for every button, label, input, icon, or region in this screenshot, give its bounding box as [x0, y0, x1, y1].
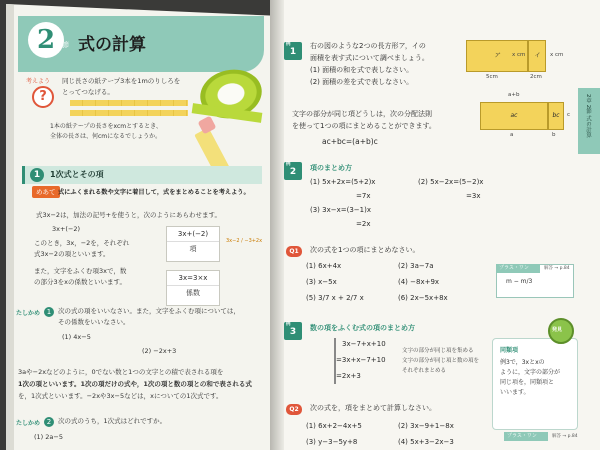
example-badge: 例 2	[284, 162, 302, 180]
plus-one-heading: プラス・ワン	[504, 432, 548, 441]
dimension-label: x cm	[512, 52, 526, 58]
example-line: =2x	[356, 220, 371, 228]
dimension-label: b	[552, 132, 556, 138]
example-line: (1) 5x+2x=(5+2)x	[310, 178, 376, 186]
question-text: 次の式を1つの項にまとめなさい。	[310, 246, 420, 254]
rectangle-ac: ac	[480, 102, 548, 130]
check-number: 1	[44, 307, 54, 317]
question-text: 次の式を，項をまとめて計算しなさい。	[310, 404, 436, 412]
check-item: (1) 4x−5	[62, 333, 91, 341]
dimension-label: 2cm	[530, 74, 542, 80]
example-badge: 例 1	[284, 42, 302, 60]
question-item: (3) x−5x	[306, 278, 337, 286]
check-item: (2) −2x+3	[142, 347, 177, 355]
dimension-label: 5cm	[486, 74, 498, 80]
dimension-label: a	[510, 132, 514, 138]
example-line: =7x	[356, 192, 371, 200]
example-line: 3x−7+x+10	[342, 340, 386, 348]
plus-one-heading: プラス・ワン	[496, 264, 540, 273]
question-item: (1) 6x+4x	[306, 262, 342, 270]
subsection-title: 1次式とその項	[50, 170, 104, 179]
formula: 3x+(−2)	[52, 225, 81, 233]
section-number: 2	[28, 22, 64, 58]
dimension-label: a+b	[508, 92, 520, 98]
check-text: 次の式のうち，1次式はどれですか。	[58, 417, 167, 425]
example-title: 数の項をふくむ式の項のまとめ方	[310, 324, 415, 332]
check-item: (1) 2a−5	[34, 433, 63, 441]
rectangle-a: ア	[466, 40, 528, 72]
tape-question: 1本の紙テープの長さをxcmとするとき、 全体の長さは、何cmになるでしょうか。	[50, 123, 162, 140]
example-text: 右の図のような2つの長方形ア，イの 面積を表す式について調べましょう。 (1) 面積の和を式で表しなさい。 (2) 面積の差を式で表しなさい。	[310, 42, 429, 86]
paper-tape-strip	[70, 100, 188, 106]
example-line: =3x	[466, 192, 481, 200]
example-line: =3x+x−7+10	[336, 356, 386, 364]
answer-reference: 解答 → p.84	[544, 266, 570, 271]
note-title: 同類項	[500, 347, 519, 354]
example-title: 項のまとめ方	[310, 164, 352, 172]
check-number: 2	[44, 417, 54, 427]
question-icon: ?	[32, 86, 54, 108]
coefficient-box: 3x=3×x 係数	[166, 270, 220, 306]
dimension-label: x cm	[550, 52, 564, 58]
example-annotation: 文字の部分が同じ項を集める 文字の部分が同じ項と数の項を それぞれまとめる	[402, 348, 480, 374]
question-item: (2) 3x−9+1−8x	[398, 422, 454, 430]
question-item: (5) 3/7 x + 2/7 x	[306, 294, 364, 302]
side-note: 3x−2 / −3+2x	[226, 238, 263, 244]
paragraph: このとき，3x，−2を，それぞれ 式3x−2の項といいます。	[34, 239, 130, 258]
distributive-text: 文字の部分が同じ項どうしは，次の分配法則 を使って1つの項にまとめることができます。	[292, 110, 436, 130]
term-box: 3x+(−2) 項	[166, 226, 220, 262]
answer-reference: 解答 → p.84	[552, 434, 578, 439]
example-line: (2) 5x−2x=(5−2)x	[418, 178, 484, 186]
intro-text: 同じ長さの紙テープ3本を1mのりしろを とってつなげる。	[62, 77, 181, 96]
plus-one-expression: m − m/3	[506, 278, 533, 285]
paragraph: 式3x−2は，加法の記号+を使うと，次のようにあらわせます。	[36, 211, 221, 219]
question-item: (4) 5x+3−2x−3	[398, 438, 454, 446]
dimension-label: c	[567, 112, 571, 118]
page-edge	[6, 4, 14, 450]
mascot-label: 発見	[552, 327, 563, 333]
section-sub-label: 節	[62, 41, 69, 49]
question-badge: Q1	[286, 246, 302, 257]
question-badge: Q2	[286, 404, 302, 415]
paper-tape-strip	[70, 110, 188, 116]
question-item: (3) y−3−5y+8	[306, 438, 358, 446]
example-line: (3) 3x−x=(3−1)x	[310, 206, 371, 214]
paragraph: また，文字をふくむ項3xで，数 の部分3をxの係数といいます。	[34, 267, 127, 286]
example-badge: 例 3	[284, 322, 302, 340]
check-tag: たしかめ	[16, 420, 41, 427]
section-title: 式の計算	[78, 35, 146, 55]
rectangle-i: イ	[528, 40, 546, 72]
example-line: =2x+3	[336, 372, 361, 380]
question-label: 考えよう	[26, 78, 51, 85]
question-item: (6) 2x−5x+8x	[398, 294, 448, 302]
check-text: 次の式の項をいいなさい。また，文字をふくむ項については， その係数をいいなさい。	[58, 307, 240, 326]
book-spine	[270, 0, 284, 450]
note-text: 例3で，3xとxの ように，文字の部分が 同じ項を，同類項と いいます。	[500, 359, 561, 396]
distributive-formula: ac+bc=(a+b)c	[322, 137, 378, 146]
chapter-side-tab-label: 2章 2節 式の計算	[585, 94, 591, 138]
aim-text: 式にふくまれる数や文字に着目して，式をまとめることを考えよう。	[58, 189, 250, 196]
question-item: (1) 6x+2−4x+5	[306, 422, 362, 430]
question-item: (2) 3a−7a	[398, 262, 434, 270]
rectangle-bc: bc	[548, 102, 564, 130]
question-item: (4) −8x+9x	[398, 278, 440, 286]
check-tag: たしかめ	[16, 310, 41, 317]
definition-paragraph: 3aや−2xなどのように，0でない数と1つの文字との積で表される項を 1次の項といいます。1次の項だけの式や，1次の項と数の項との和で表される式 を，1次式といいます。−2xや3x−5などは，xについての1次式です。	[18, 368, 252, 400]
aim-tag: めあて	[32, 186, 60, 198]
subsection-number: 1	[30, 168, 44, 182]
